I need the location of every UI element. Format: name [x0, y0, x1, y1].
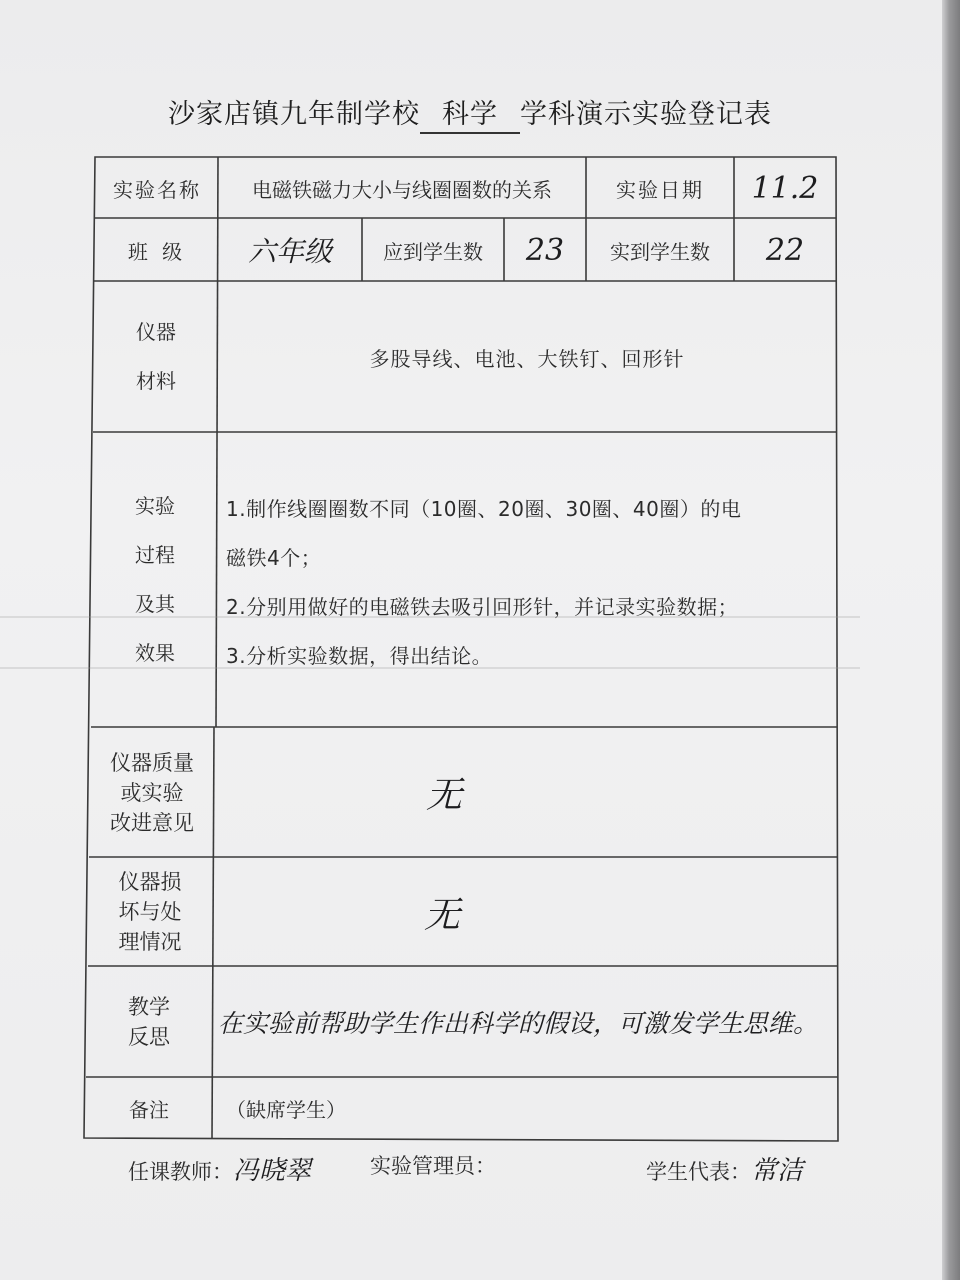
actual-students-value: 22	[765, 232, 805, 268]
teacher-label: 任课教师：	[128, 1160, 233, 1184]
process-step: 1.制作线圈圈数不同（10圈、20圈、30圈、40圈）的电	[226, 497, 742, 521]
experiment-name-value: 电磁铁磁力大小与线圈圈数的关系	[252, 177, 552, 202]
paper-edge-shadow	[942, 0, 960, 1280]
process-steps	[226, 485, 826, 681]
experiment-name-label: 实验名称	[113, 177, 201, 202]
reflection-value: 在实验前帮助学生作出科学的假设，可激发学生思维。	[218, 1009, 819, 1038]
teacher-signature: 冯晓翠	[233, 1156, 312, 1186]
expected-students-label: 应到学生数	[383, 239, 483, 264]
class-value: 六年级	[247, 235, 332, 268]
admin-label: 实验管理员：	[370, 1154, 496, 1178]
quality-value: 无	[425, 775, 462, 816]
student-rep-signature-line	[646, 1150, 803, 1187]
reflection-label: 教学 反思	[128, 995, 170, 1049]
school-name: 沙家店镇九年制学校	[168, 99, 420, 130]
remarks-value: （缺席学生）	[226, 1097, 346, 1122]
subject-field: 科学	[420, 98, 520, 134]
quality-label: 仪器质量 或实验 改进意见	[110, 750, 194, 835]
form-name: 学科演示实验登记表	[520, 99, 772, 130]
teacher-signature-line	[128, 1150, 311, 1187]
process-step: 3.分析实验数据，得出结论。	[226, 644, 493, 668]
admin-signature-line	[370, 1150, 496, 1180]
actual-students-label: 实到学生数	[610, 239, 710, 264]
damage-label: 仪器损 坏与处 理情况	[118, 870, 182, 954]
materials-label: 仪器 材料	[136, 320, 176, 393]
process-step: 2.分别用做好的电磁铁去吸引回形针，并记录实验数据；	[226, 595, 739, 619]
student-rep-signature: 常洁	[751, 1156, 804, 1186]
class-label: 班 级	[127, 239, 187, 264]
remarks-label: 备注	[129, 1097, 169, 1122]
student-rep-label: 学生代表：	[646, 1160, 751, 1184]
process-label: 实验 过程 及其 效果	[135, 494, 175, 665]
expected-students-value: 23	[525, 232, 565, 268]
materials-value: 多股导线、电池、大铁钉、回形针	[369, 346, 685, 371]
experiment-date-value: 11.2	[751, 170, 819, 206]
experiment-date-label: 实验日期	[616, 177, 704, 202]
process-step: 磁铁4个；	[226, 546, 322, 570]
damage-value: 无	[423, 894, 460, 936]
